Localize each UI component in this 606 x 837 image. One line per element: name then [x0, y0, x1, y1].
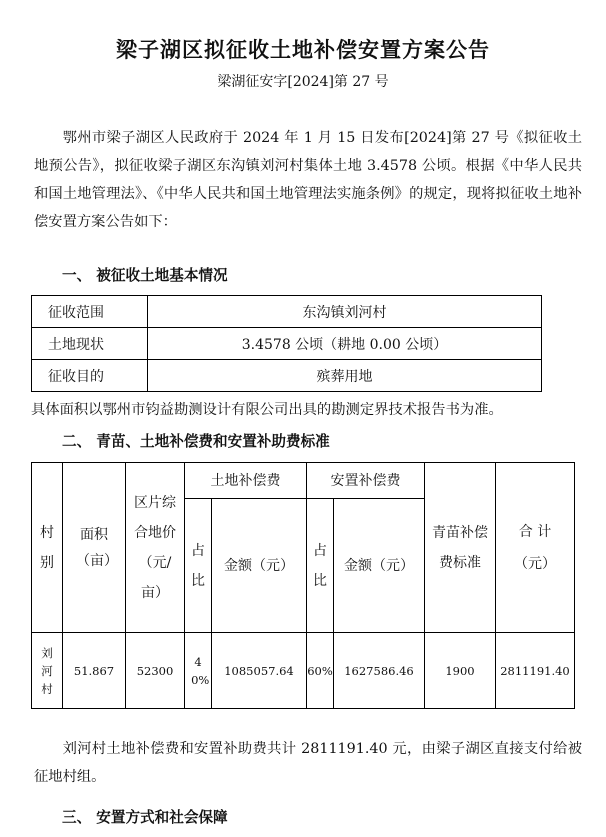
table-row	[32, 296, 542, 328]
section3-heading: 三、 安置方式和社会保障	[62, 809, 228, 826]
basic-info-table	[31, 295, 542, 392]
table-row	[32, 328, 542, 360]
section1-heading: 一、 被征收土地基本情况	[62, 267, 228, 284]
row-value: 东沟镇刘河村	[148, 296, 542, 328]
row-label: 征收目的	[32, 360, 148, 392]
summary-paragraph: 刘河村土地补偿费和安置补助费共计 2811191.40 元，由梁子湖区直接支付给被征地村组。	[34, 741, 582, 785]
table-row	[32, 633, 575, 709]
header-land-amount: 金额（元）	[212, 499, 307, 633]
header-crop: 青苗补偿费标准	[425, 463, 496, 633]
header-land-compensation: 土地补偿费	[185, 463, 307, 499]
row-value: 殡葬用地	[148, 360, 542, 392]
header-resettlement: 安置补偿费	[307, 463, 425, 499]
row-value: 3.4578 公顷（耕地 0.00 公顷）	[148, 328, 542, 360]
cell-village: 刘河村	[32, 633, 63, 709]
header-res-ratio: 占比	[307, 499, 334, 633]
header-village: 村别	[32, 463, 63, 633]
table-row	[32, 360, 542, 392]
cell-price: 52300	[126, 633, 185, 709]
document-number: 梁湖征安字[2024]第 27 号	[217, 74, 389, 90]
cell-total: 2811191.40	[496, 633, 575, 709]
intro-paragraph: 鄂州市梁子湖区人民政府于 2024 年 1 月 15 日发布[2024]第 27 号《拟征收土地预公告》，拟征收梁子湖区东沟镇刘河村集体土地 3.4578 公顷。根据《中华人民共和国土地管理法》、《中华人民共和国土地管理法实施条例》的规定，现将拟征收土地补偿安置方案公告如下：	[34, 130, 582, 230]
cell-res-ratio: 60%	[307, 633, 334, 709]
header-land-ratio: 占比	[185, 499, 212, 633]
row-label: 征收范围	[32, 296, 148, 328]
cell-res-amount: 1627586.46	[334, 633, 425, 709]
header-res-amount: 金额（元）	[334, 499, 425, 633]
cell-area: 51.867	[63, 633, 126, 709]
cell-land-amount: 1085057.64	[212, 633, 307, 709]
header-area: 面积（亩）	[63, 463, 126, 633]
section2-heading: 二、 青苗、土地补偿费和安置补助费标准	[62, 433, 330, 450]
area-note: 具体面积以鄂州市钧益勘测设计有限公司出具的勘测定界技术报告书为准。	[31, 402, 503, 418]
row-label: 土地现状	[32, 328, 148, 360]
header-price: 区片综合地价（元/亩）	[126, 463, 185, 633]
header-total: 合 计（元）	[496, 463, 575, 633]
page-title: 梁子湖区拟征收土地补偿安置方案公告	[116, 38, 490, 62]
cell-crop: 1900	[425, 633, 496, 709]
compensation-table	[31, 462, 575, 709]
cell-land-ratio: 40%	[185, 633, 212, 709]
